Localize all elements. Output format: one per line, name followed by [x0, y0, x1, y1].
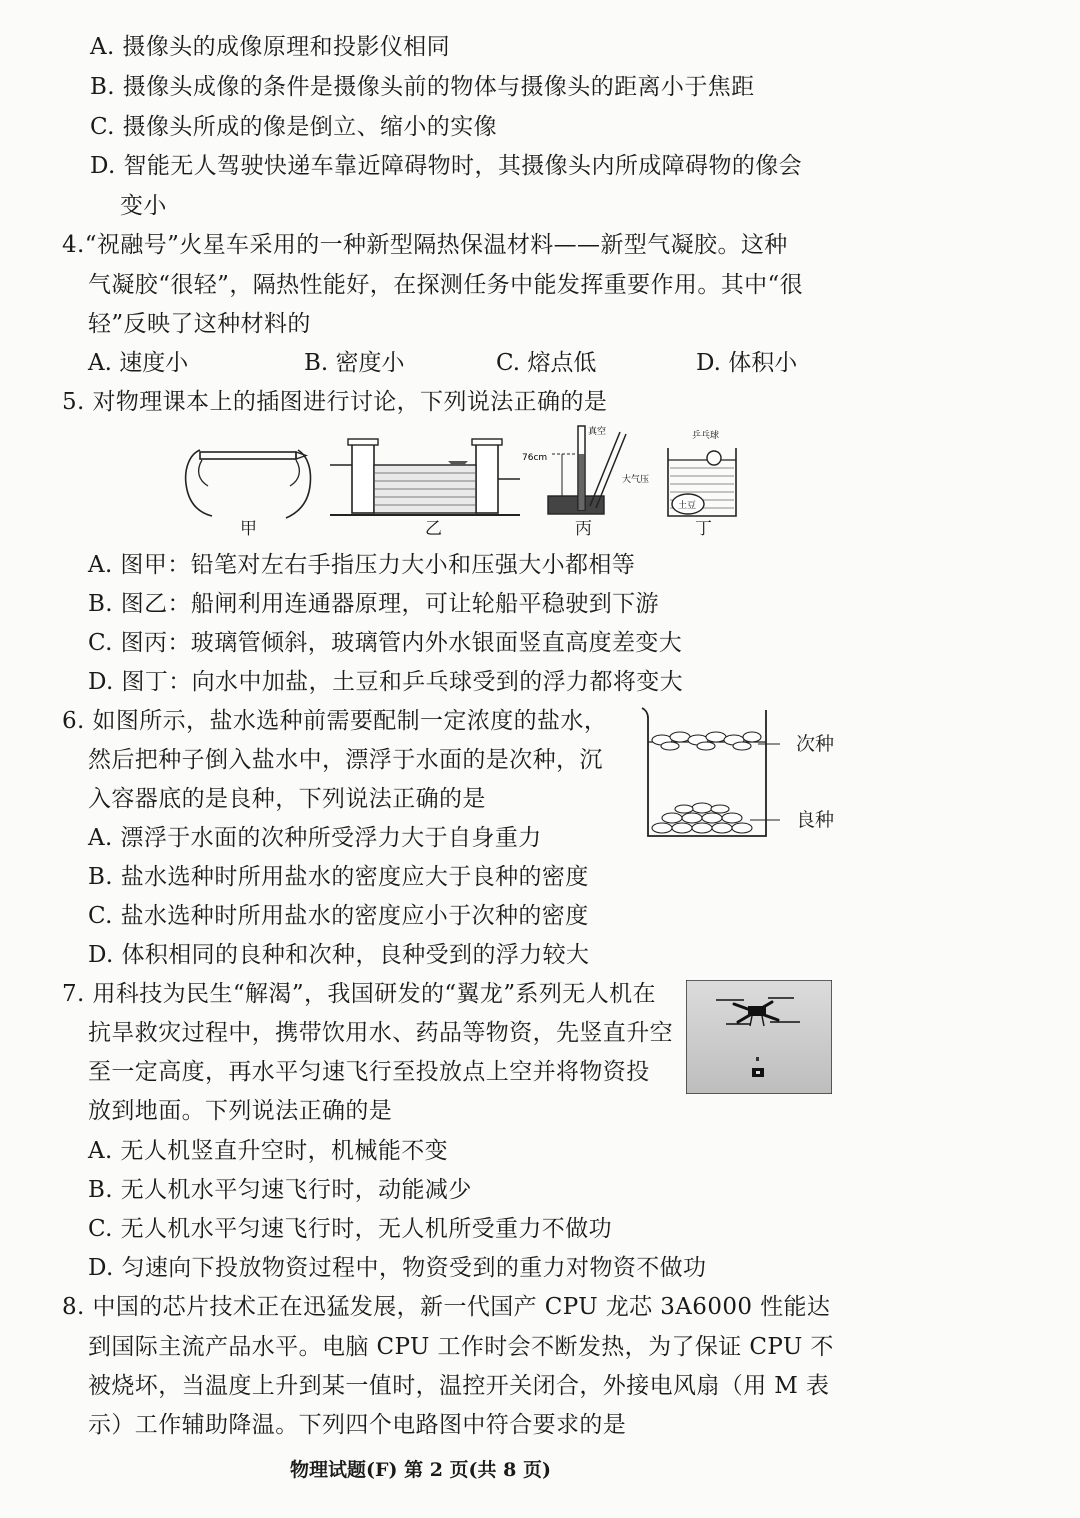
q7-option-d: D. 匀速向下投放物资过程中，物资受到的重力对物资不做功	[88, 1255, 707, 1281]
q4-options	[88, 348, 848, 378]
q3-option-d-cont: 变小	[120, 193, 167, 219]
q7-option-c: C. 无人机水平匀速飞行时，无人机所受重力不做功	[88, 1216, 613, 1242]
seed-label-good: 良种	[796, 809, 835, 831]
beaker-pingpong-label: 乒乓球	[692, 431, 720, 441]
figure-label-yi: 乙	[425, 519, 442, 539]
torricelli-atm-label: 大气压	[622, 475, 650, 485]
q3-option-a: A. 摄像头的成像原理和投影仪相同	[90, 34, 451, 60]
q6-stem-line1: 6. 如图所示，盐水选种前需要配制一定浓度的盐水，	[62, 708, 608, 734]
q7-stem-line4: 放到地面。下列说法正确的是	[88, 1098, 393, 1124]
seed-label-inferior: 次种	[796, 733, 835, 755]
figure-label-bing: 丙	[575, 519, 592, 539]
q3-option-b: B. 摄像头成像的条件是摄像头前的物体与摄像头的距离小于焦距	[90, 74, 755, 100]
q3-option-d: D. 智能无人驾驶快递车靠近障碍物时，其摄像头内所成障碍物的像会	[90, 153, 803, 179]
figure-label-jia: 甲	[240, 519, 257, 539]
q6-stem-line2: 然后把种子倒入盐水中，漂浮于水面的是次种，沉	[88, 747, 603, 773]
q8-stem-line2: 到国际主流产品水平。电脑 CPU 工作时会不断发热，为了保证 CPU 不	[88, 1334, 834, 1360]
figure-jia-pencil	[178, 430, 318, 520]
q5-option-b: B. 图乙：船闸利用连通器原理，可让轮船平稳驶到下游	[88, 591, 659, 617]
q6-stem-line3: 入容器底的是良种，下列说法正确的是	[88, 786, 486, 812]
figure-seed-beaker	[640, 706, 780, 842]
q8-stem-line1: 8. 中国的芯片技术正在迅猛发展，新一代国产 CPU 龙芯 3A6000 性能达	[62, 1294, 831, 1320]
q5-stem: 5. 对物理课本上的插图进行讨论，下列说法正确的是	[62, 389, 608, 415]
q4-stem-line2: 气凝胶“很轻”，隔热性能好，在探测任务中能发挥重要作用。其中“很	[88, 272, 804, 298]
torricelli-vacuum-label: 真空	[588, 427, 607, 437]
torricelli-height-label: 76cm	[522, 453, 548, 463]
q6-option-a: A. 漂浮于水面的次种所受浮力大于自身重力	[88, 825, 542, 851]
q4-option-a: A. 速度小	[88, 350, 189, 376]
figure-yi-ship-lock	[330, 435, 520, 520]
q6-option-d: D. 体积相同的良种和次种，良种受到的浮力较大	[88, 942, 590, 968]
figure-drone-photo	[686, 980, 832, 1094]
q5-option-d: D. 图丁：向水中加盐，土豆和乒乓球受到的浮力都将变大	[88, 669, 684, 695]
q6-option-b: B. 盐水选种时所用盐水的密度应大于良种的密度	[88, 864, 589, 890]
q7-option-a: A. 无人机竖直升空时，机械能不变	[88, 1138, 449, 1164]
q5-option-c: C. 图丙：玻璃管倾斜，玻璃管内外水银面竖直高度差变大	[88, 630, 683, 656]
figure-bing-torricelli	[522, 420, 657, 520]
beaker-potato-label: 土豆	[678, 501, 697, 511]
q4-option-c: C. 熔点低	[496, 350, 597, 376]
q8-stem-line3: 被烧坏，当温度上升到某一值时，温控开关闭合，外接电风扇（用 M 表	[88, 1373, 830, 1399]
q3-option-c: C. 摄像头所成的像是倒立、缩小的实像	[90, 114, 498, 140]
q8-stem-line4: 示）工作辅助降温。下列四个电路图中符合要求的是	[88, 1412, 627, 1438]
q4-option-b: B. 密度小	[304, 350, 405, 376]
q7-option-b: B. 无人机水平匀速飞行时，动能减少	[88, 1177, 472, 1203]
q7-stem-line1: 7. 用科技为民生“解渴”，我国研发的“翼龙”系列无人机在	[62, 981, 656, 1007]
q6-option-c: C. 盐水选种时所用盐水的密度应小于次种的密度	[88, 903, 589, 929]
figure-ding-beaker	[660, 420, 745, 520]
q4-stem-line1: 4.“祝融号”火星车采用的一种新型隔热保温材料——新型气凝胶。这种	[62, 232, 788, 258]
q7-stem-line3: 至一定高度，再水平匀速飞行至投放点上空并将物资投	[88, 1059, 650, 1085]
q5-option-a: A. 图甲：铅笔对左右手指压力大小和压强大小都相等	[88, 552, 636, 578]
q4-option-d: D. 体积小	[696, 350, 798, 376]
page-footer: 物理试题(F) 第 2 页(共 8 页)	[290, 1459, 551, 1481]
q4-stem-line3: 轻”反映了这种材料的	[88, 311, 311, 337]
q7-stem-line2: 抗旱救灾过程中，携带饮用水、药品等物资，先竖直升空	[88, 1020, 673, 1046]
figure-label-ding: 丁	[695, 519, 712, 539]
